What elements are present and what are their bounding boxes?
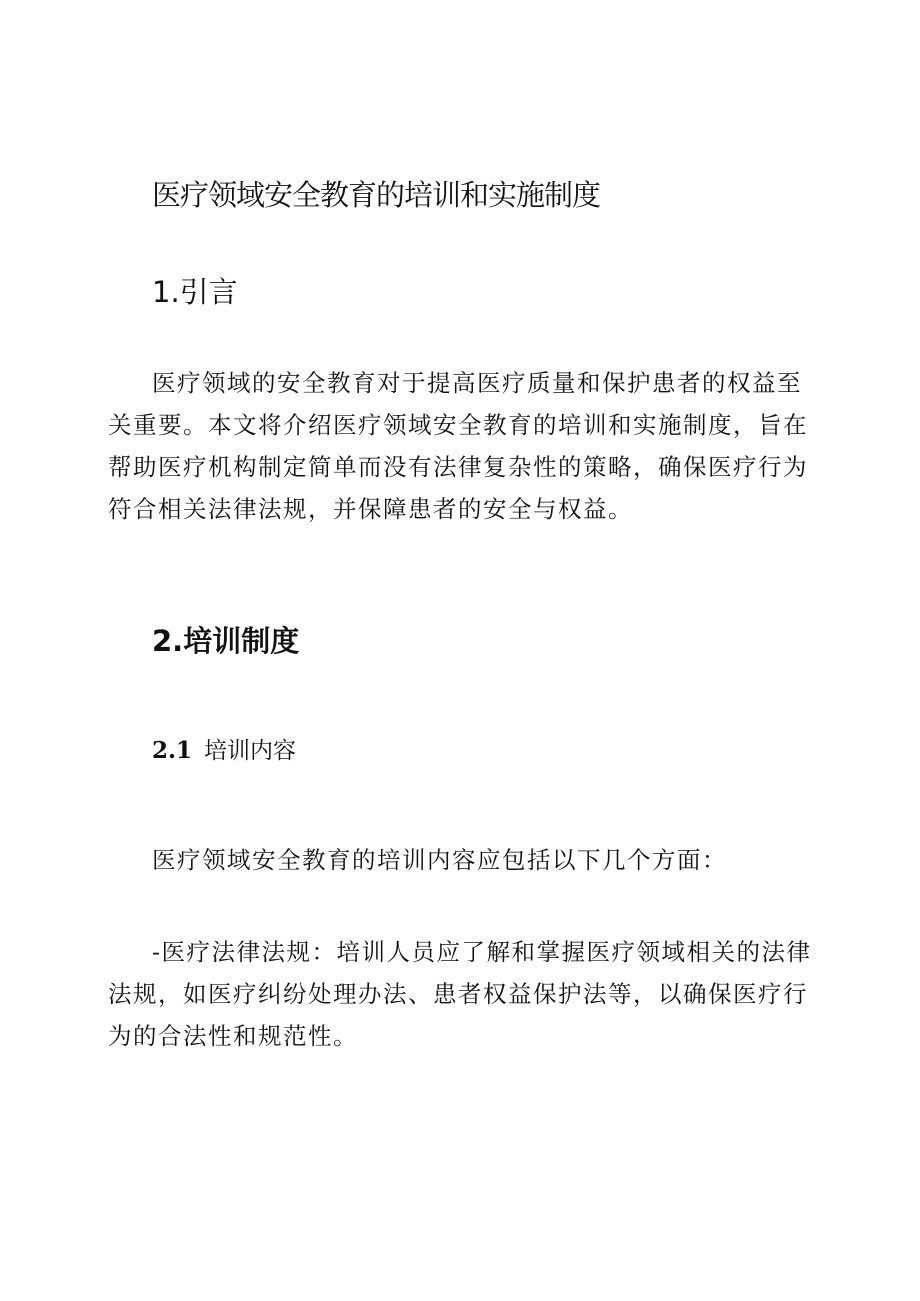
document-title: 医疗领域安全教育的培训和实施制度 <box>152 178 601 212</box>
introduction-paragraph: 医疗领域的安全教育对于提高医疗质量和保护患者的权益至关重要。本文将介绍医疗领域安全教育的培训和实施制度，旨在帮助医疗机构制定简单而没有法律复杂性的策略，确保医疗行为符合相关法律法规，并保障患者的安全与权益。 <box>108 369 808 523</box>
subsection-heading-training-content <box>152 734 296 768</box>
training-content-list-item: -医疗法律法规：培训人员应了解和掌握医疗领域相关的法律法规，如医疗纠纷处理办法、患者权益保护法等，以确保医疗行为的合法性和规范性。 <box>108 938 812 1050</box>
section-heading-introduction: 1.引言 <box>152 275 238 309</box>
subsection-title: 培训内容 <box>204 738 297 764</box>
subsection-number: 2.1 <box>152 737 193 764</box>
training-content-intro: 医疗领域安全教育的培训内容应包括以下几个方面： <box>152 846 727 874</box>
section-heading-training-system: 2.培训制度 <box>152 624 300 658</box>
